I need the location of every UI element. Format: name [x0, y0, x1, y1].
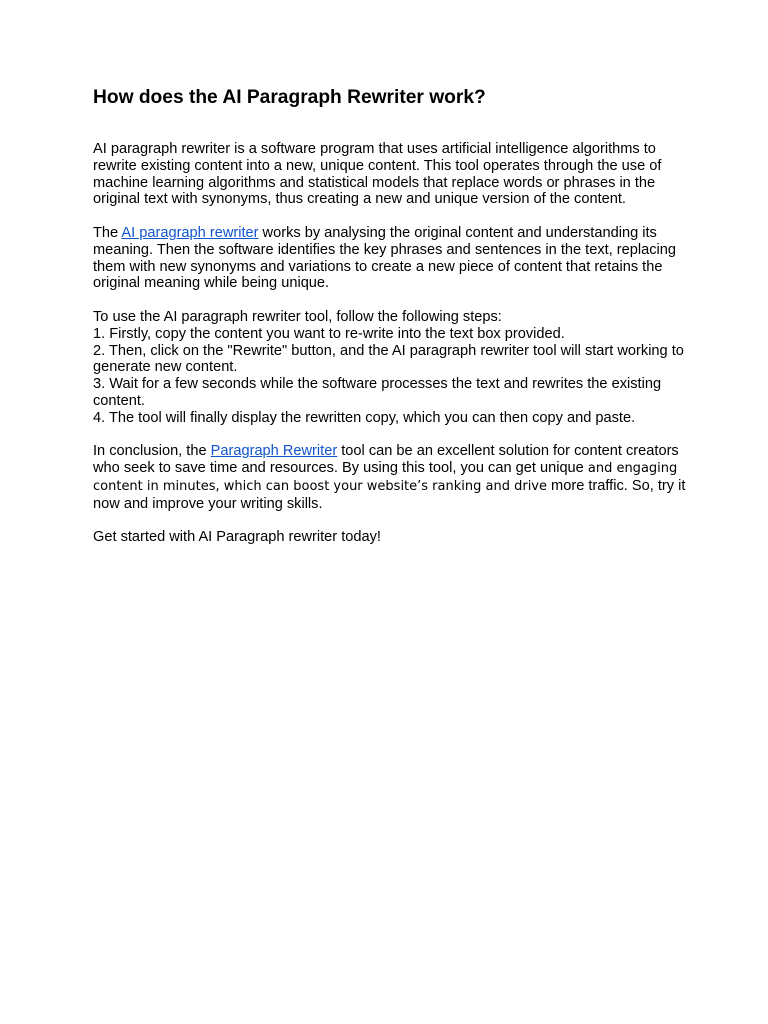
paragraph-text: more traffic. So, try it now and improve your writing skills.	[93, 477, 686, 512]
ai-paragraph-rewriter-link[interactable]: AI paragraph rewriter	[121, 224, 259, 241]
paragraph-text: The	[93, 224, 122, 241]
step-item: 3. Wait for a few seconds while the software processes the text and rewrites the existing content.	[93, 376, 662, 409]
paragraph-text: works by analysing the original content and understanding its meaning. Then the software identifies the key phrases and sentences in the text, replacing them with new synonyms and variations to create a new piece of content that retains the original meaning while being unique.	[93, 224, 677, 292]
conclusion-paragraph	[93, 443, 693, 512]
steps-section	[93, 309, 693, 427]
paragraph-rewriter-link[interactable]: Paragraph Rewriter	[210, 443, 338, 460]
document-body	[93, 86, 693, 546]
page-title: How does the AI Paragraph Rewriter work?	[93, 87, 486, 108]
paragraph-text: In conclusion, the	[93, 443, 211, 460]
closing-line: Get started with AI Paragraph rewriter today!	[93, 529, 381, 546]
step-item: 1. Firstly, copy the content you want to re-write into the text box provided.	[93, 325, 565, 342]
paragraph-text-alt-font: and engaging content in minutes, which can boost your website’s ranking and drive	[93, 461, 678, 494]
intro-paragraph: AI paragraph rewriter is a software program that uses artificial intelligence algorithms to rewrite existing content into a new, unique content. This tool operates through the use of machine learning algorithms and statistical models that replace words or phrases in the original text with synonyms, thus creating a new and unique version of the content.	[93, 141, 662, 208]
step-item: 4. The tool will finally display the rewritten copy, which you can then copy and paste.	[93, 409, 636, 426]
step-item: 2. Then, click on the "Rewrite" button, and the AI paragraph rewriter tool will start working to generate new content.	[93, 342, 684, 376]
steps-intro: To use the AI paragraph rewriter tool, follow the following steps:	[93, 308, 502, 325]
paragraph-text: tool can be an excellent solution for content creators who seek to save time and resources. By using this tool, you can get unique	[93, 443, 679, 477]
how-it-works-paragraph	[93, 225, 693, 292]
